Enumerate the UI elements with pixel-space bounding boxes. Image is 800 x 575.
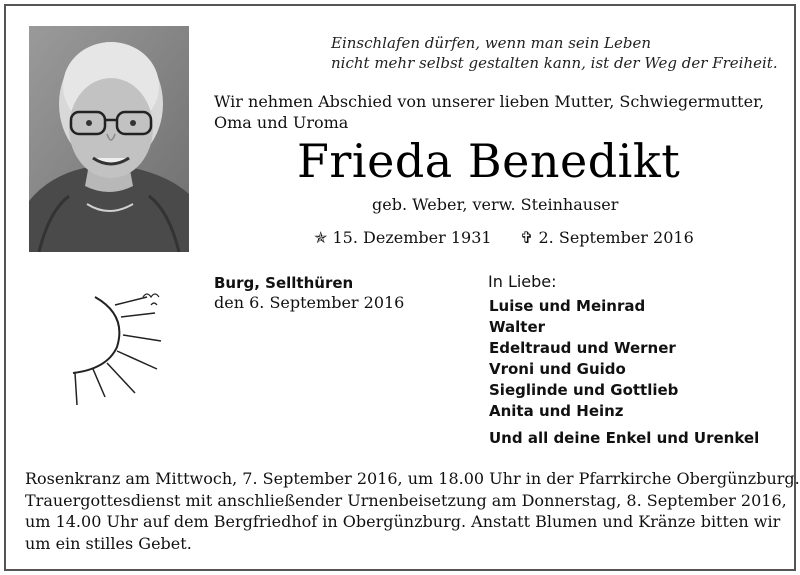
death-date-value: 2. September 2016 bbox=[538, 228, 694, 247]
mourner-name: Sieglinde und Gottlieb bbox=[489, 381, 679, 399]
intro-line-1: Wir nehmen Abschied von unserer lieben Mutter, Schwiegermutter, bbox=[214, 92, 765, 111]
mourners-heading: In Liebe: bbox=[488, 272, 557, 291]
deceased-name: Frieda Benedikt bbox=[297, 134, 681, 188]
birth-date bbox=[314, 228, 492, 247]
footer-line: Rosenkranz am Mittwoch, 7. September 2016, um 18.00 Uhr in der Pfarrkirche Obergünzburg. bbox=[25, 469, 800, 488]
star-icon: ✯ bbox=[314, 228, 328, 247]
footer-line: um 14.00 Uhr auf dem Bergfriedhof in Obergünzburg. Anstatt Blumen und Kränze bitten wir bbox=[25, 512, 781, 531]
mourner-name: Vroni und Guido bbox=[489, 360, 626, 378]
footer-line: um ein stilles Gebet. bbox=[25, 533, 192, 553]
birth-names: geb. Weber, verw. Steinhauser bbox=[372, 195, 619, 214]
portrait-photo bbox=[29, 26, 189, 252]
birth-date-value: 15. Dezember 1931 bbox=[332, 228, 492, 247]
mourners-list bbox=[489, 296, 678, 422]
footer-text bbox=[25, 468, 800, 554]
mourner-name: Walter bbox=[489, 318, 546, 336]
notice-date: den 6. September 2016 bbox=[214, 293, 405, 312]
quote-line-1: Einschlafen dürfen, wenn man sein Leben bbox=[331, 34, 652, 52]
mourners-closing: Und all deine Enkel und Urenkel bbox=[489, 429, 760, 447]
mourner-name: Luise und Meinrad bbox=[489, 297, 646, 315]
cross-icon: ✞ bbox=[520, 228, 534, 247]
mourner-name: Edeltraud und Werner bbox=[489, 339, 676, 357]
quote-line-2: nicht mehr selbst gestalten kann, ist der Weg der Freiheit. bbox=[331, 54, 778, 72]
mourner-name: Anita und Heinz bbox=[489, 402, 624, 420]
intro-line-2: Oma und Uroma bbox=[214, 113, 349, 132]
place: Burg, Sellthüren bbox=[214, 274, 354, 292]
footer-line: Trauergottesdienst mit anschließender Urnenbeisetzung am Donnerstag, 8. September 2016, bbox=[25, 490, 787, 510]
sun-icon bbox=[55, 285, 175, 415]
death-date bbox=[520, 228, 694, 247]
